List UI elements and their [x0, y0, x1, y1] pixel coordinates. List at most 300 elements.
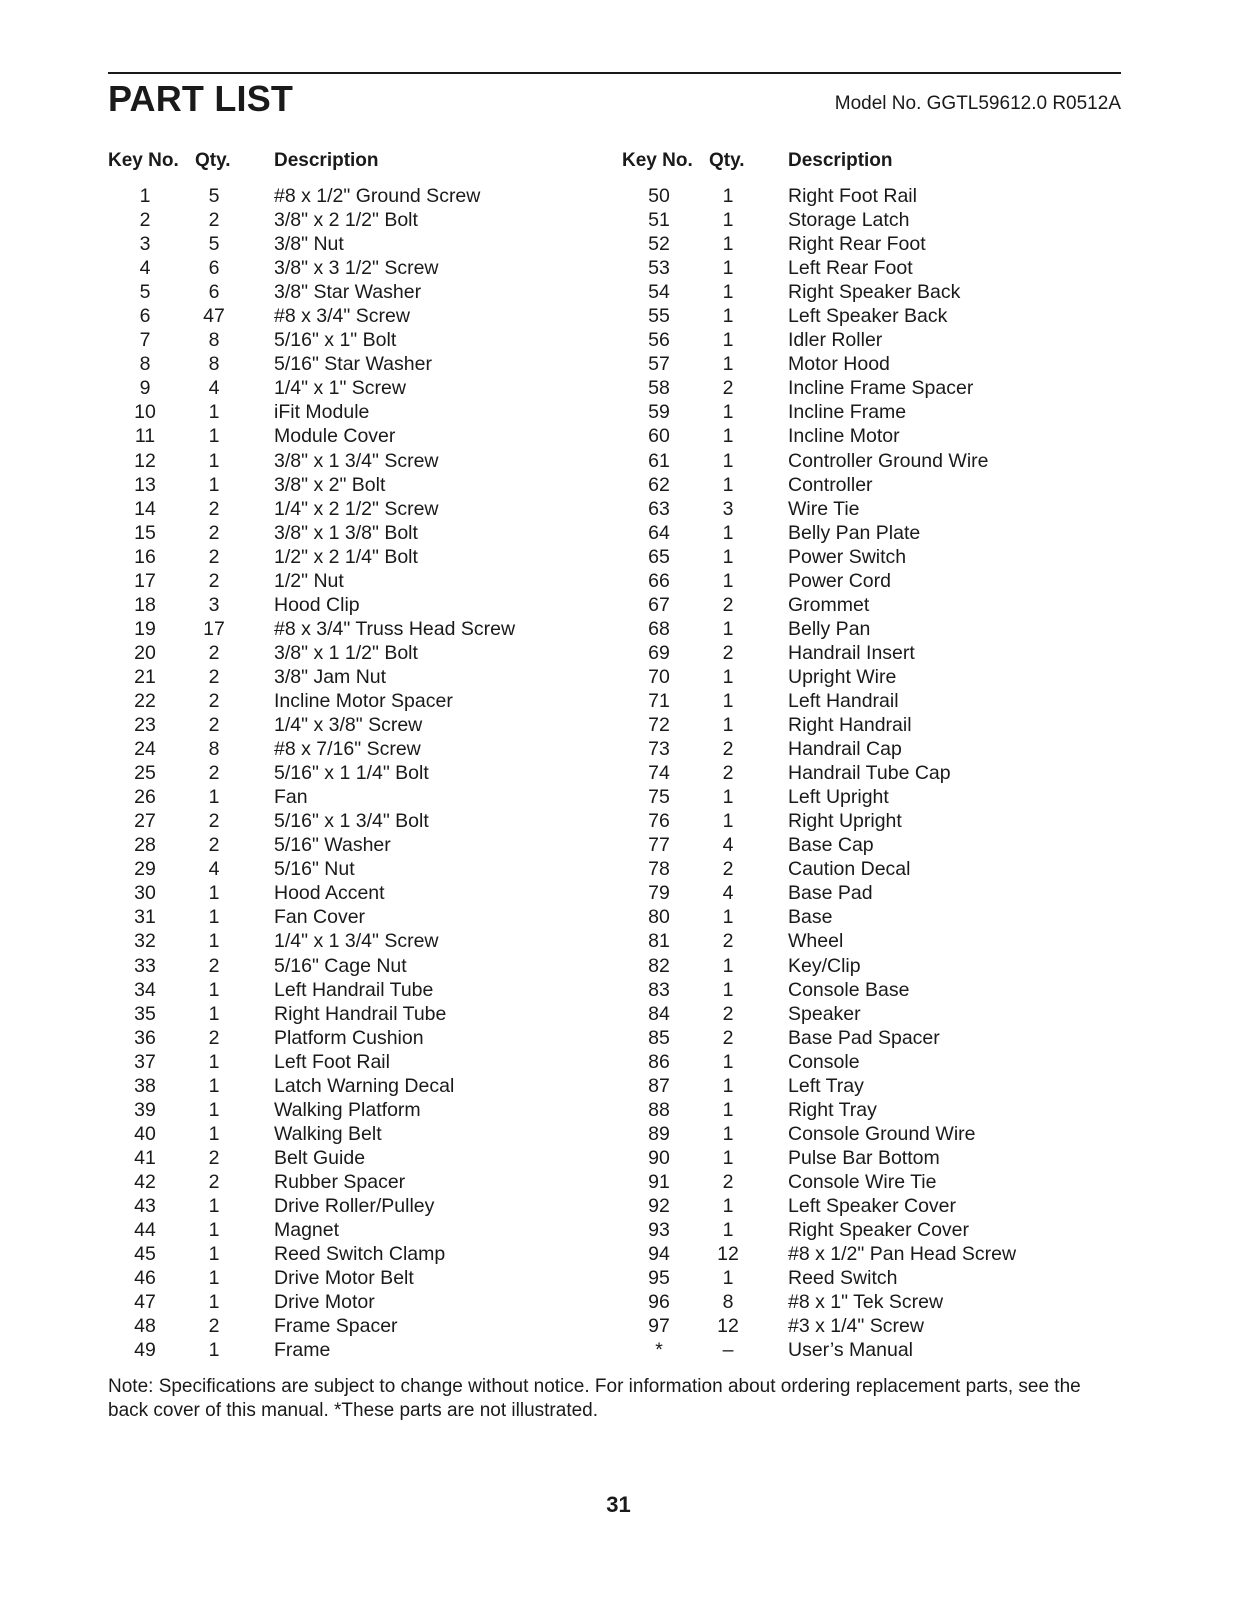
part-qty: 2: [722, 1170, 734, 1193]
part-qty: 1: [722, 714, 734, 737]
part-description: 1/4" x 3/8" Screw: [274, 714, 423, 737]
part-key-no: 75: [648, 786, 670, 809]
part-qty: 2: [722, 738, 734, 761]
part-description: Belly Pan: [788, 617, 871, 640]
part-qty: 1: [722, 1098, 734, 1121]
part-key-no: 12: [134, 449, 156, 472]
part-description: Power Cord: [788, 569, 891, 592]
part-qty: 1: [722, 569, 734, 592]
part-qty: 1: [722, 978, 734, 1001]
part-key-no: 52: [648, 233, 670, 256]
part-qty: 2: [208, 569, 220, 592]
part-qty: 2: [208, 497, 220, 520]
part-qty: 17: [203, 617, 225, 640]
part-description: Latch Warning Decal: [274, 1074, 455, 1097]
part-description: Drive Motor Belt: [274, 1267, 414, 1290]
part-key-no: 88: [648, 1098, 670, 1121]
part-description: 3/8" x 1 1/2" Bolt: [274, 641, 418, 664]
part-qty: 2: [722, 930, 734, 953]
part-description: Wheel: [788, 930, 844, 953]
part-key-no: 95: [648, 1267, 670, 1290]
part-qty: 6: [208, 257, 220, 280]
part-description: Left Foot Rail: [274, 1050, 390, 1073]
part-description: Hood Clip: [274, 593, 360, 616]
part-qty: 1: [722, 473, 734, 496]
part-description: Console Base: [788, 978, 910, 1001]
part-description: Right Tray: [788, 1098, 877, 1121]
part-description: Reed Switch: [788, 1267, 898, 1290]
part-key-no: 43: [134, 1194, 156, 1217]
part-description: Right Foot Rail: [788, 185, 917, 207]
part-qty: 1: [208, 1291, 220, 1314]
part-qty: 1: [722, 1146, 734, 1169]
part-key-no: 9: [139, 377, 151, 400]
page-number: 31: [606, 1492, 631, 1517]
part-qty: 2: [208, 689, 220, 712]
part-description: Right Upright: [788, 810, 902, 833]
part-key-no: 44: [134, 1219, 156, 1242]
part-qty: 1: [208, 1050, 220, 1073]
part-description: Frame Spacer: [274, 1315, 398, 1338]
part-key-no: 6: [139, 305, 151, 328]
part-key-no: 86: [648, 1050, 670, 1073]
part-key-no: 36: [134, 1026, 156, 1049]
part-description: Incline Frame: [788, 401, 907, 424]
part-qty: 8: [208, 353, 220, 376]
part-description: iFit Module: [274, 401, 370, 424]
part-description: Right Speaker Back: [788, 281, 961, 304]
part-description: 5/16" Nut: [274, 858, 355, 881]
part-key-no: 3: [139, 233, 151, 256]
part-qty: –: [722, 1339, 734, 1362]
part-key-no: 77: [648, 834, 670, 857]
part-qty: 4: [722, 834, 734, 857]
part-qty: 2: [208, 1026, 220, 1049]
part-description: Handrail Cap: [788, 738, 902, 761]
part-description: Left Upright: [788, 786, 889, 809]
part-qty: 1: [722, 305, 734, 328]
part-key-no: 33: [134, 954, 156, 977]
part-key-no: 11: [134, 425, 156, 448]
part-key-no: 92: [648, 1194, 670, 1217]
part-description: 1/4" x 1" Screw: [274, 377, 406, 400]
part-key-no: 34: [134, 978, 156, 1001]
part-qty: 3: [208, 593, 220, 616]
part-qty: 1: [208, 401, 220, 424]
part-key-no: 19: [134, 617, 156, 640]
part-key-no: 41: [134, 1146, 156, 1169]
part-key-no: 59: [648, 401, 670, 424]
part-description: 3/8" Jam Nut: [274, 665, 387, 688]
part-qty: 4: [722, 882, 734, 905]
part-qty: 1: [208, 1074, 220, 1097]
part-qty: 1: [722, 617, 734, 640]
part-qty: 2: [208, 810, 220, 833]
part-description: 3/8" Nut: [274, 233, 344, 256]
part-key-no: 55: [648, 305, 670, 328]
part-description: #8 x 1" Tek Screw: [788, 1291, 944, 1314]
part-description: Base Pad Spacer: [788, 1026, 940, 1049]
part-qty: 2: [208, 1315, 220, 1338]
part-qty: 1: [722, 1122, 734, 1145]
part-description: Right Handrail Tube: [274, 1002, 447, 1025]
part-key-no: 42: [134, 1170, 156, 1193]
part-description: Right Handrail: [788, 714, 912, 737]
part-key-no: 97: [648, 1315, 670, 1338]
part-description: Console Ground Wire: [788, 1122, 976, 1145]
part-description: Power Switch: [788, 545, 907, 568]
part-qty: 1: [722, 449, 734, 472]
part-qty: 1: [722, 185, 734, 207]
part-qty: 4: [208, 377, 220, 400]
part-description: Fan: [274, 786, 308, 809]
part-qty: 1: [208, 1122, 220, 1145]
part-qty: 2: [208, 1146, 220, 1169]
part-qty: 1: [208, 1243, 220, 1266]
part-qty: 2: [208, 209, 220, 232]
part-key-no: 71: [648, 689, 670, 712]
part-description: Base Cap: [788, 834, 874, 857]
part-description: 3/8" x 2" Bolt: [274, 473, 386, 496]
part-description: Left Speaker Back: [788, 305, 948, 328]
part-description: Right Rear Foot: [788, 233, 926, 256]
part-key-no: 61: [648, 449, 670, 472]
part-key-no: 26: [134, 786, 156, 809]
part-qty: 2: [208, 665, 220, 688]
part-qty: 1: [722, 281, 734, 304]
part-qty: 5: [208, 185, 220, 207]
part-key-no: 60: [648, 425, 670, 448]
part-key-no: 93: [648, 1219, 670, 1242]
part-description: Base: [788, 906, 833, 929]
part-key-no: 96: [648, 1291, 670, 1314]
part-key-no: 31: [134, 906, 156, 929]
part-description: #8 x 3/4" Screw: [274, 305, 410, 328]
part-description: Key/Clip: [788, 954, 861, 977]
part-qty: 1: [722, 1267, 734, 1290]
part-qty: 5: [208, 233, 220, 256]
part-key-no: 5: [139, 281, 151, 304]
part-description: #8 x 7/16" Screw: [274, 738, 421, 761]
part-key-no: 51: [648, 209, 670, 232]
part-description: Left Handrail Tube: [274, 978, 434, 1001]
part-qty: 2: [722, 641, 734, 664]
part-description: Right Speaker Cover: [788, 1219, 970, 1242]
part-qty: 2: [722, 762, 734, 785]
top-rule: [108, 72, 1121, 74]
part-description: #8 x 3/4" Truss Head Screw: [274, 617, 516, 640]
part-key-no: 15: [134, 521, 156, 544]
part-key-no: 65: [648, 545, 670, 568]
part-description: 1/4" x 1 3/4" Screw: [274, 930, 439, 953]
part-key-no: 79: [648, 882, 670, 905]
part-description: Magnet: [274, 1219, 340, 1242]
part-key-no: 22: [134, 689, 156, 712]
part-description: 5/16" x 1" Bolt: [274, 329, 397, 352]
part-description: Incline Motor Spacer: [274, 689, 453, 712]
part-key-no: 23: [134, 714, 156, 737]
part-qty: 1: [722, 401, 734, 424]
part-key-no: 80: [648, 906, 670, 929]
part-qty: 1: [722, 257, 734, 280]
part-description: 1/2" Nut: [274, 569, 344, 592]
part-key-no: 74: [648, 762, 670, 785]
part-key-no: 76: [648, 810, 670, 833]
part-key-no: 81: [648, 930, 670, 953]
part-key-no: 7: [139, 329, 151, 352]
header-qty: Qty.: [709, 150, 745, 171]
part-key-no: 84: [648, 1002, 670, 1025]
part-description: 3/8" x 3 1/2" Screw: [274, 257, 439, 280]
part-description: Motor Hood: [788, 353, 890, 376]
part-description: Belt Guide: [274, 1146, 366, 1169]
part-qty: 8: [208, 738, 220, 761]
part-description: 5/16" x 1 1/4" Bolt: [274, 762, 429, 785]
part-qty: 8: [722, 1291, 734, 1314]
part-qty: 8: [208, 329, 220, 352]
part-qty: 1: [208, 1267, 220, 1290]
part-description: Hood Accent: [274, 882, 385, 905]
part-key-no: 1: [139, 185, 151, 207]
part-qty: 2: [208, 834, 220, 857]
part-key-no: 53: [648, 257, 670, 280]
part-qty: 1: [208, 449, 220, 472]
part-key-no: 63: [648, 497, 670, 520]
part-qty: 1: [208, 425, 220, 448]
part-description: Handrail Insert: [788, 641, 915, 664]
part-key-no: 69: [648, 641, 670, 664]
part-key-no: 50: [648, 185, 670, 207]
part-key-no: *: [655, 1339, 663, 1362]
part-key-no: 73: [648, 738, 670, 761]
part-qty: 1: [722, 786, 734, 809]
part-key-no: 89: [648, 1122, 670, 1145]
part-description: 5/16" x 1 3/4" Bolt: [274, 810, 429, 833]
part-qty: 2: [208, 521, 220, 544]
part-key-no: 10: [134, 401, 156, 424]
header-description: Description: [788, 150, 893, 171]
part-qty: 47: [203, 305, 225, 328]
part-qty: 1: [722, 353, 734, 376]
part-key-no: 57: [648, 353, 670, 376]
part-key-no: 70: [648, 665, 670, 688]
part-description: Platform Cushion: [274, 1026, 424, 1049]
part-qty: 2: [722, 1026, 734, 1049]
part-qty: 1: [722, 906, 734, 929]
part-description: Left Tray: [788, 1074, 864, 1097]
part-key-no: 54: [648, 281, 670, 304]
part-key-no: 40: [134, 1122, 156, 1145]
part-qty: 6: [208, 281, 220, 304]
part-key-no: 48: [134, 1315, 156, 1338]
part-description: 5/16" Cage Nut: [274, 954, 407, 977]
part-description: #8 x 1/2" Pan Head Screw: [788, 1243, 1017, 1266]
part-qty: 2: [208, 762, 220, 785]
part-key-no: 18: [134, 593, 156, 616]
part-description: Left Speaker Cover: [788, 1194, 957, 1217]
part-description: Console: [788, 1050, 860, 1073]
page-title: PART LIST: [108, 78, 294, 119]
part-qty: 1: [722, 233, 734, 256]
part-qty: 1: [208, 786, 220, 809]
part-qty: 2: [722, 377, 734, 400]
part-key-no: 25: [134, 762, 156, 785]
part-qty: 1: [722, 689, 734, 712]
part-key-no: 24: [134, 738, 156, 761]
footnote: Note: Specifications are subject to change without notice. For information about ordering replacement parts, see the back cover of this manual. *These parts are not illustrated.: [108, 1376, 1081, 1421]
part-description: 3/8" x 1 3/8" Bolt: [274, 521, 418, 544]
part-description: #8 x 1/2" Ground Screw: [274, 185, 481, 207]
part-key-no: 68: [648, 617, 670, 640]
part-key-no: 83: [648, 978, 670, 1001]
part-key-no: 2: [139, 209, 151, 232]
part-key-no: 27: [134, 810, 156, 833]
part-description: 3/8" x 1 3/4" Screw: [274, 449, 439, 472]
part-key-no: 45: [134, 1243, 156, 1266]
part-description: Idler Roller: [788, 329, 883, 352]
part-key-no: 14: [134, 497, 156, 520]
part-description: Base Pad: [788, 882, 873, 905]
part-qty: 1: [722, 329, 734, 352]
part-description: Reed Switch Clamp: [274, 1243, 446, 1266]
part-description: Module Cover: [274, 425, 396, 448]
part-description: Left Rear Foot: [788, 257, 913, 280]
part-key-no: 72: [648, 714, 670, 737]
part-key-no: 13: [134, 473, 156, 496]
part-key-no: 35: [134, 1002, 156, 1025]
part-key-no: 91: [648, 1170, 670, 1193]
part-key-no: 56: [648, 329, 670, 352]
part-description: Caution Decal: [788, 858, 911, 881]
part-qty: 2: [722, 593, 734, 616]
part-description: Controller: [788, 473, 873, 496]
part-description: Belly Pan Plate: [788, 521, 921, 544]
part-key-no: 62: [648, 473, 670, 496]
part-description: 1/2" x 2 1/4" Bolt: [274, 545, 418, 568]
part-qty: 1: [722, 1074, 734, 1097]
part-key-no: 47: [134, 1291, 156, 1314]
part-description: Rubber Spacer: [274, 1170, 406, 1193]
part-description: 5/16" Washer: [274, 834, 391, 857]
part-qty: 4: [208, 858, 220, 881]
part-key-no: 78: [648, 858, 670, 881]
part-qty: 1: [722, 1050, 734, 1073]
part-key-no: 58: [648, 377, 670, 400]
part-key-no: 30: [134, 882, 156, 905]
part-description: 3/8" x 2 1/2" Bolt: [274, 209, 418, 232]
part-qty: 1: [208, 978, 220, 1001]
part-description: Wire Tie: [788, 497, 860, 520]
part-qty: 2: [208, 1170, 220, 1193]
part-qty: 1: [208, 1219, 220, 1242]
header-description: Description: [274, 150, 379, 171]
header-key-no: Key No.: [622, 150, 693, 171]
part-description: Pulse Bar Bottom: [788, 1146, 940, 1169]
part-key-no: 28: [134, 834, 156, 857]
part-qty: 1: [208, 1098, 220, 1121]
part-description: Walking Platform: [274, 1098, 421, 1121]
part-key-no: 37: [134, 1050, 156, 1073]
part-qty: 1: [722, 1219, 734, 1242]
part-qty: 1: [722, 521, 734, 544]
part-key-no: 46: [134, 1267, 156, 1290]
part-description: Incline Motor: [788, 425, 900, 448]
part-qty: 3: [722, 497, 734, 520]
part-qty: 1: [208, 1002, 220, 1025]
part-description: 5/16" Star Washer: [274, 353, 432, 376]
part-description: Grommet: [788, 593, 870, 616]
part-key-no: 90: [648, 1146, 670, 1169]
part-description: Frame: [274, 1339, 331, 1362]
part-key-no: 38: [134, 1074, 156, 1097]
model-number: Model No. GGTL59612.0 R0512A: [834, 93, 1121, 114]
part-key-no: 16: [134, 545, 156, 568]
part-qty: 2: [208, 714, 220, 737]
part-key-no: 32: [134, 930, 156, 953]
part-qty: 1: [722, 1194, 734, 1217]
part-key-no: 29: [134, 858, 156, 881]
part-qty: 1: [208, 1194, 220, 1217]
part-qty: 1: [208, 906, 220, 929]
header-qty: Qty.: [195, 150, 231, 171]
part-key-no: 67: [648, 593, 670, 616]
part-description: Drive Motor: [274, 1291, 375, 1314]
part-qty: 1: [722, 545, 734, 568]
part-description: 3/8" Star Washer: [274, 281, 422, 304]
part-description: Incline Frame Spacer: [788, 377, 974, 400]
part-description: Speaker: [788, 1002, 861, 1025]
part-qty: 2: [722, 1002, 734, 1025]
part-description: Upright Wire: [788, 665, 897, 688]
part-qty: 1: [722, 209, 734, 232]
part-qty: 12: [717, 1315, 739, 1338]
part-key-no: 66: [648, 569, 670, 592]
part-key-no: 85: [648, 1026, 670, 1049]
part-key-no: 4: [139, 257, 151, 280]
part-key-no: 17: [134, 569, 156, 592]
part-qty: 2: [208, 954, 220, 977]
part-key-no: 87: [648, 1074, 670, 1097]
part-qty: 1: [722, 665, 734, 688]
part-qty: 1: [208, 882, 220, 905]
part-qty: 1: [208, 930, 220, 953]
part-key-no: 94: [648, 1243, 670, 1266]
part-description: Storage Latch: [788, 209, 910, 232]
part-qty: 1: [208, 473, 220, 496]
part-description: 1/4" x 2 1/2" Screw: [274, 497, 439, 520]
part-description: Handrail Tube Cap: [788, 762, 951, 785]
part-key-no: 82: [648, 954, 670, 977]
part-description: Controller Ground Wire: [788, 449, 989, 472]
part-key-no: 8: [139, 353, 151, 376]
part-qty: 2: [722, 858, 734, 881]
part-qty: 2: [208, 545, 220, 568]
part-qty: 12: [717, 1243, 739, 1266]
part-qty: 1: [722, 810, 734, 833]
part-description: User’s Manual: [788, 1339, 913, 1362]
part-qty: 1: [722, 954, 734, 977]
part-qty: 1: [208, 1339, 220, 1362]
part-description: Drive Roller/Pulley: [274, 1194, 435, 1217]
part-key-no: 64: [648, 521, 670, 544]
part-key-no: 21: [134, 665, 156, 688]
part-key-no: 49: [134, 1339, 156, 1362]
part-description: Fan Cover: [274, 906, 366, 929]
part-description: Walking Belt: [274, 1122, 382, 1145]
part-key-no: 39: [134, 1098, 156, 1121]
header-key-no: Key No.: [108, 150, 179, 171]
part-description: Console Wire Tie: [788, 1170, 937, 1193]
